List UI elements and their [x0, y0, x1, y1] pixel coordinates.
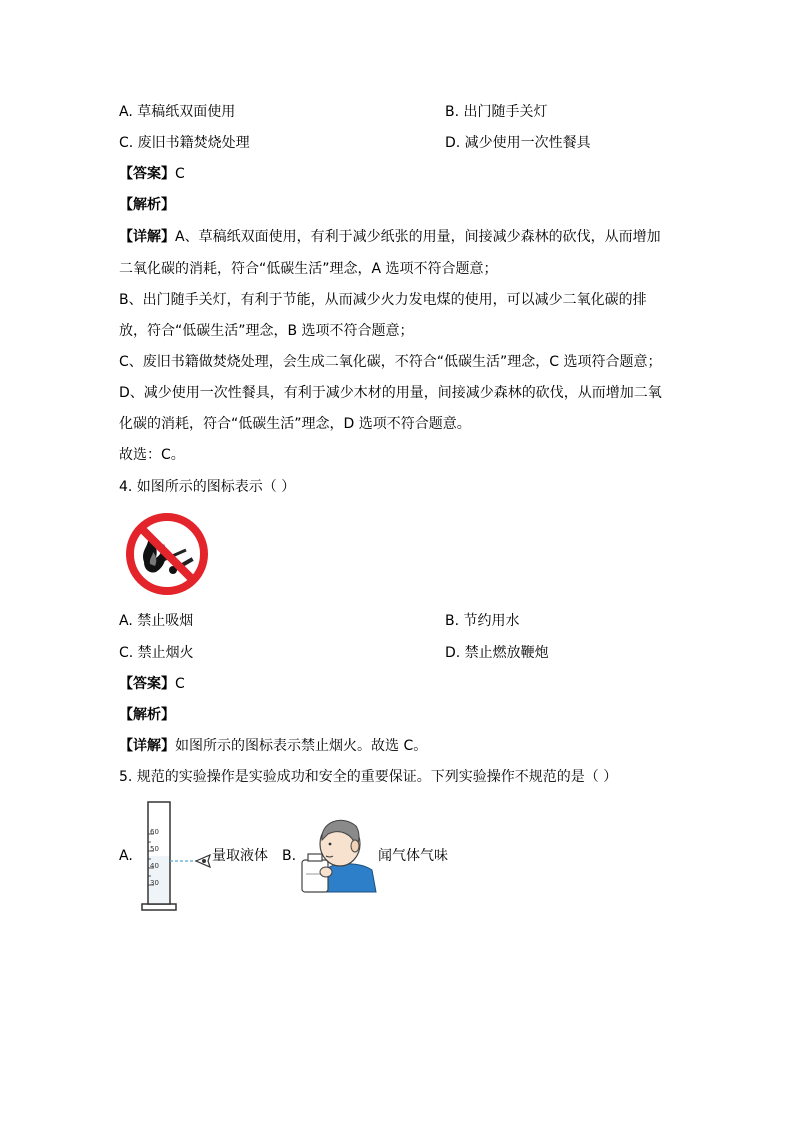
answer-value: C: [175, 166, 185, 182]
tick-label: 60: [150, 828, 159, 836]
q4-option-c: C. 禁止烟火: [119, 645, 194, 661]
q4-detail: [119, 736, 427, 756]
q5-option-b-caption: 闻气体气味: [378, 848, 448, 864]
no-fire-sign-icon: [122, 510, 212, 598]
q3-detail-line-1: [119, 227, 661, 247]
q4-option-d: D. 禁止燃放鞭炮: [445, 645, 549, 661]
q5-question: 5. 规范的实验操作是实验成功和安全的重要保证。下列实验操作不规范的是（ ）: [119, 769, 618, 785]
q4-answer: [119, 674, 185, 694]
q3-answer: [119, 164, 185, 184]
q3-detail-line-2: 二氧化碳的消耗，符合“低碳生活”理念，A 选项不符合题意；: [119, 261, 498, 277]
detail-tag: 【详解】: [119, 738, 175, 754]
answer-tag: 【答案】: [119, 676, 175, 692]
q4-question: 4. 如图所示的图标表示（ ）: [119, 479, 296, 495]
q3-detail-line-5: C、废旧书籍做焚烧处理，会生成二氧化碳，不符合“低碳生活”理念，C 选项符合题意；: [119, 354, 662, 370]
q3-option-b: B. 出门随手关灯: [445, 104, 548, 120]
answer-value: C: [175, 676, 185, 692]
tick-label: 50: [150, 845, 159, 853]
q3-analysis-tag: 【解析】: [119, 197, 175, 213]
eye-icon: [196, 855, 210, 867]
tick-label: 40: [150, 862, 159, 870]
q3-detail-line-3: B、出门随手关灯，有利于节能，从而减少火力发电煤的使用，可以减少二氧化碳的排: [119, 292, 647, 308]
q3-conclusion: 故选：C。: [119, 447, 185, 463]
q5-option-b-letter: B.: [282, 848, 297, 864]
detail-text: 如图所示的图标表示禁止烟火。故选 C。: [175, 738, 428, 754]
cylinder-scale: [150, 828, 159, 896]
detail-tag: 【详解】: [119, 229, 175, 245]
person-smelling-bottle-icon: [300, 812, 380, 894]
q4-analysis-tag: 【解析】: [119, 707, 175, 723]
q3-detail-line-6: D、减少使用一次性餐具，有利于减少木材的用量，间接减少森林的砍伐，从而增加二氧: [119, 385, 662, 401]
q5-option-a-caption: 量取液体: [212, 848, 268, 864]
detail-text: A、草稿纸双面使用，有利于减少纸张的用量，间接减少森林的砍伐，从而增加: [175, 229, 661, 245]
q3-option-d: D. 减少使用一次性餐具: [445, 135, 591, 151]
q5-option-a-letter: A.: [119, 848, 133, 864]
q3-detail-line-4: 放，符合“低碳生活”理念，B 选项不符合题意；: [119, 323, 414, 339]
q3-option-c: C. 废旧书籍焚烧处理: [119, 135, 250, 151]
tick-label: 30: [150, 879, 159, 887]
q4-option-a: A. 禁止吸烟: [119, 613, 194, 629]
q4-option-b: B. 节约用水: [445, 613, 520, 629]
answer-tag: 【答案】: [119, 166, 175, 182]
q3-option-a: A. 草稿纸双面使用: [119, 104, 236, 120]
q3-detail-line-7: 化碳的消耗，符合“低碳生活”理念，D 选项不符合题意。: [119, 416, 471, 432]
